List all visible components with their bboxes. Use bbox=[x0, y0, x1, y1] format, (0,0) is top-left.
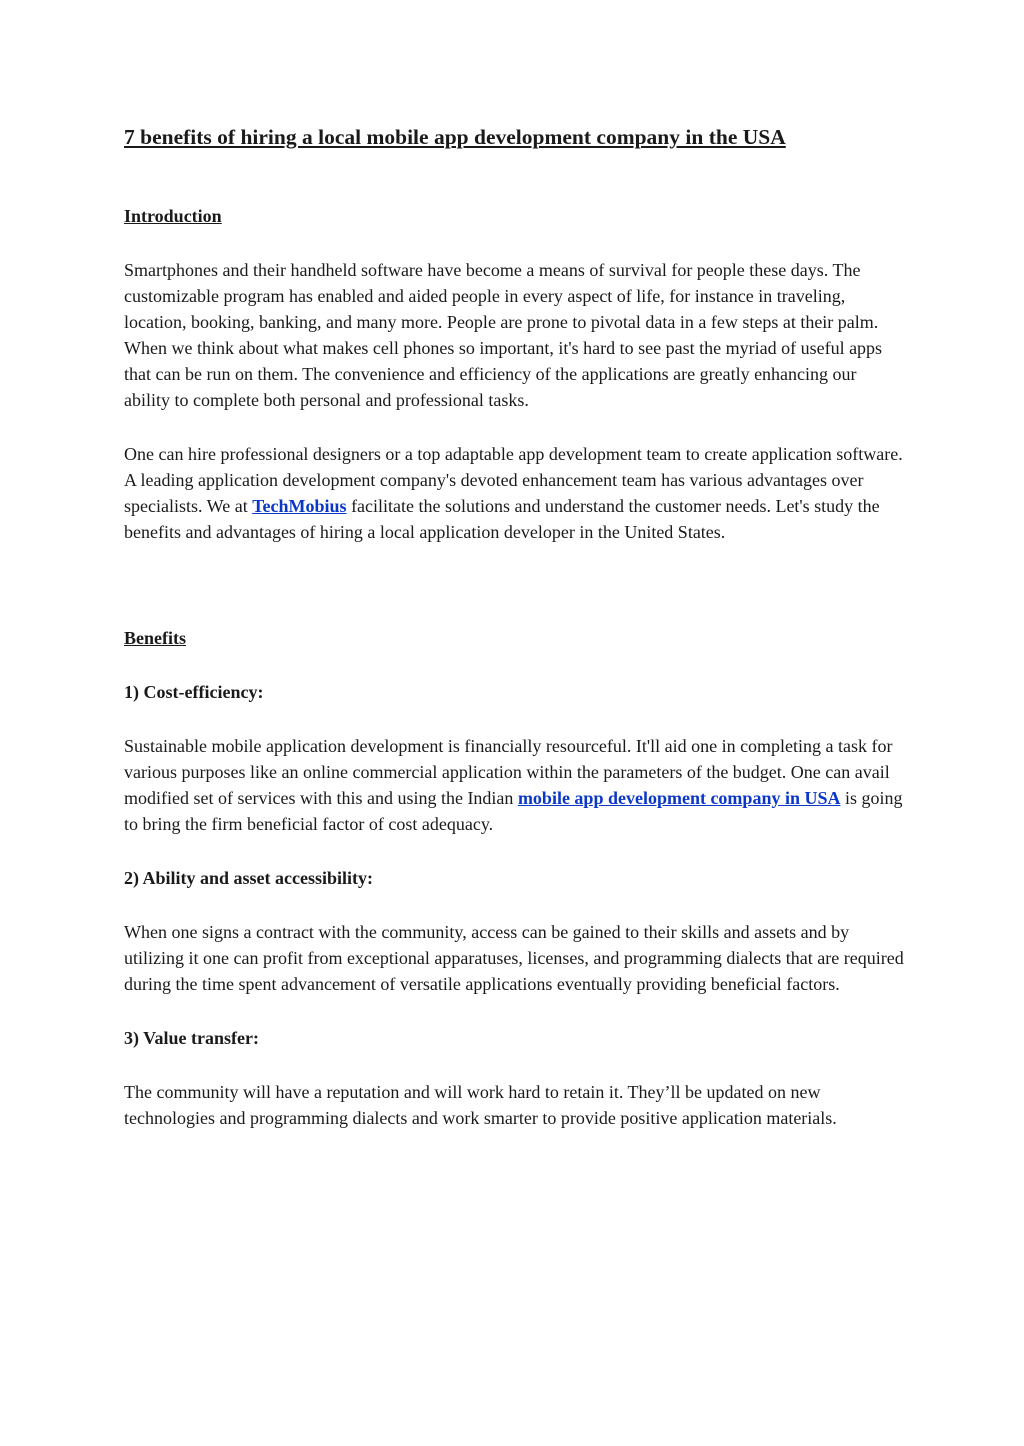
benefit-2-text: When one signs a contract with the community, access can be gained to their skills and assets and by utilizing it one can profit from exceptional apparatuses, licenses, and programming dialects that are required during the time spent advancement of versatile applications eventually providing beneficial factors. bbox=[124, 922, 904, 994]
benefit-1-text bbox=[124, 733, 904, 837]
techmobius-link[interactable]: TechMobius bbox=[252, 496, 347, 516]
benefit-1-text-before: Sustainable mobile application development is financially resourceful. It'll aid one in completing a task for various purposes like an online commercial application within the parameters of the budget. One can avail modified set of services with this and using the Indian bbox=[124, 736, 893, 808]
benefit-3-text: The community will have a reputation and will work hard to retain it. They’ll be updated on new technologies and programming dialects and work smarter to provide positive application materials. bbox=[124, 1082, 837, 1128]
benefit-3-title: 3) Value transfer: bbox=[124, 1028, 259, 1048]
introduction-paragraph-2-text-after: facilitate the solutions and understand the customer needs. Let's study the benefits and advantages of hiring a local application developer in the United States. bbox=[124, 496, 880, 542]
benefit-2-title: 2) Ability and asset accessibility: bbox=[124, 868, 374, 888]
benefit-1-text-after: is going to bring the firm beneficial factor of cost adequacy. bbox=[124, 788, 903, 834]
introduction-paragraph-2 bbox=[124, 441, 904, 545]
benefits-heading: Benefits bbox=[124, 628, 186, 648]
introduction-heading: Introduction bbox=[124, 206, 222, 226]
mobile-app-development-link[interactable]: mobile app development company in USA bbox=[517, 788, 841, 808]
introduction-paragraph-2-text-before: One can hire professional designers or a top adaptable app development team to create application software. A leading application development company's devoted enhancement team has various advantages over specialists. We at bbox=[124, 444, 903, 516]
document-title: 7 benefits of hiring a local mobile app development company in the USA bbox=[124, 125, 786, 149]
document-content bbox=[124, 120, 904, 1131]
introduction-paragraph-1: Smartphones and their handheld software have become a means of survival for people these days. The customizable program has enabled and aided people in every aspect of life, for instance in traveling, location, booking, banking, and many more. People are prone to pivotal data in a few steps at their palm. When we think about what makes cell phones so important, it's hard to see past the myriad of useful apps that can be run on them. The convenience and efficiency of the applications are greatly enhancing our ability to complete both personal and professional tasks. bbox=[124, 260, 883, 410]
benefit-1-title: 1) Cost-efficiency: bbox=[124, 682, 264, 702]
